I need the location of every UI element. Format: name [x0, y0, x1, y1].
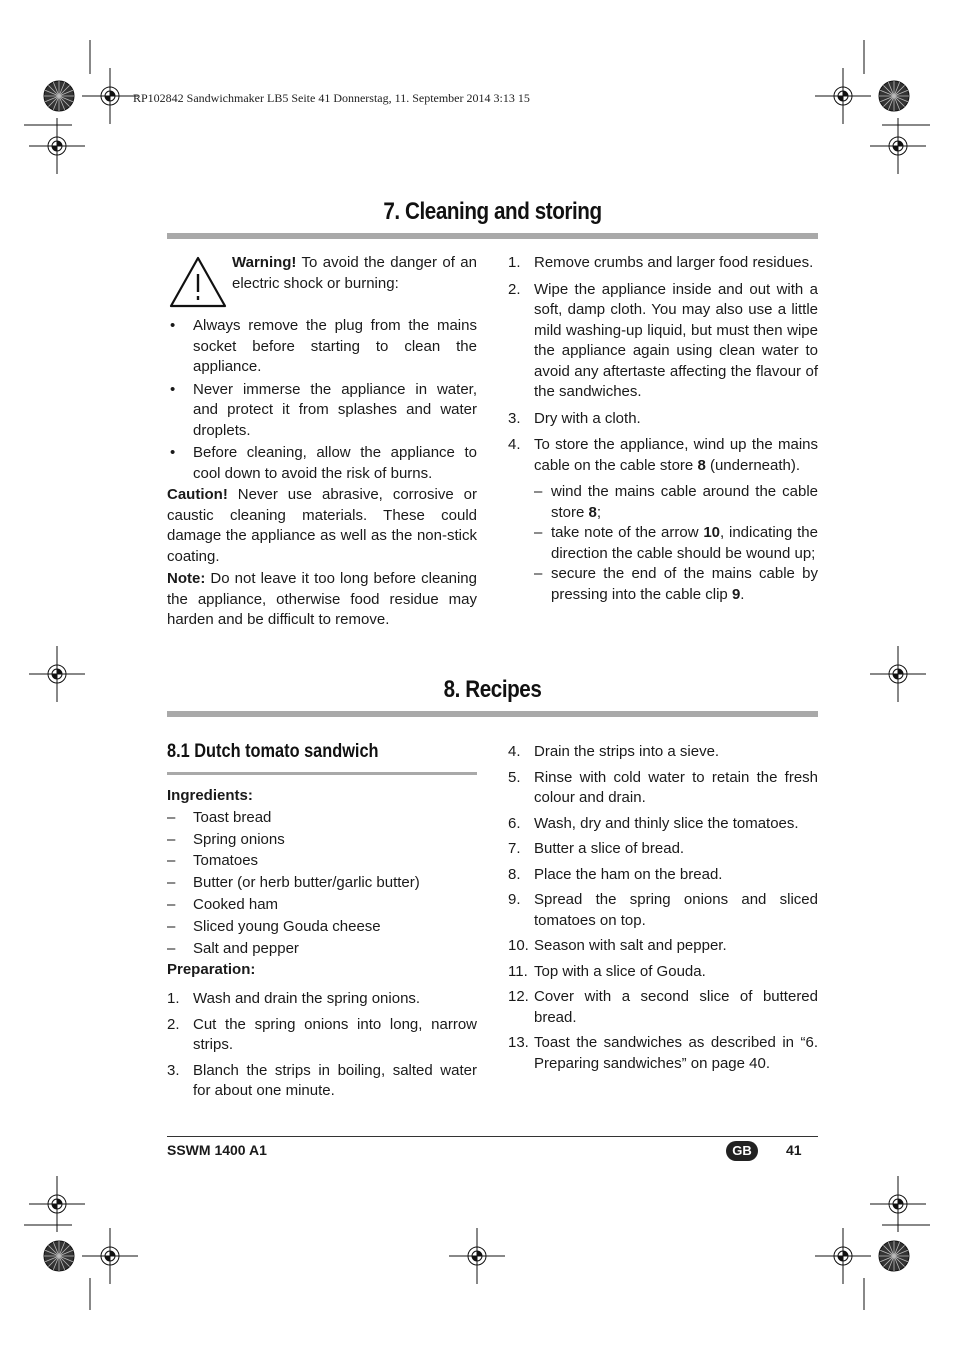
subsection-title: 8.1 Dutch tomato sandwich: [167, 741, 379, 762]
sub-list-item: – secure the end of the mains cable by pressing into the cable clip 9.: [534, 565, 818, 603]
warning-text: To avoid the danger of an electric shock or burning:: [232, 254, 477, 292]
warning-icon: [168, 255, 228, 309]
section-rule: [167, 711, 818, 717]
section-title-recipes: 8. Recipes: [443, 676, 542, 703]
list-item: 2. Wipe the appliance inside and out with a soft, damp cloth. You may also use a little mild washing-up liquid, but must then wipe the appliance again using clean water to avoid any aftertaste affecting the flavour of the sandwiches.: [508, 280, 818, 400]
ingredients-label: Ingredients:: [167, 787, 253, 804]
list-item: 7. Butter a slice of bread.: [508, 840, 685, 857]
caution-paragraph: Caution! Never use abrasive, corrosive or caustic cleaning materials. These could damage the appliance as well as the non-stick coating.: [167, 486, 477, 565]
list-item: • Always remove the plug from the mains socket before starting to clean the appliance.: [170, 317, 477, 375]
section-title-cleaning: 7. Cleaning and storing: [383, 198, 602, 225]
list-item: – Salt and pepper: [167, 939, 299, 957]
list-item: 8. Place the ham on the bread.: [508, 865, 723, 883]
list-item: – Cooked ham: [167, 895, 279, 913]
recipe-steps-right: [508, 742, 818, 1074]
language-badge: GB: [726, 1141, 758, 1161]
list-item: 4. Drain the strips into a sieve.: [508, 743, 720, 760]
preparation-label: Preparation:: [167, 961, 256, 979]
recipe-left-column: [167, 785, 477, 981]
list-item: 6. Wash, dry and thinly slice the tomatoes.: [508, 814, 799, 832]
list-item: • Before cleaning, allow the appliance to cool down to avoid the risk of burns.: [170, 444, 477, 482]
list-item: 11. Top with a slice of Gouda.: [508, 962, 706, 980]
list-item: 3. Dry with a cloth.: [508, 409, 641, 427]
footer-rule: [167, 1136, 818, 1137]
sub-list-item: – take note of the arrow 10, indicating the direction the cable should be wound up;: [534, 524, 818, 562]
list-item: 1. Remove crumbs and larger food residues.: [508, 254, 814, 271]
list-item: – Spring onions: [167, 830, 285, 848]
sub-list-item: – wind the mains cable around the cable store 8;: [534, 483, 818, 521]
list-item: 9. Spread the spring onions and sliced tomatoes on top.: [508, 891, 818, 929]
warning-block: [232, 253, 477, 294]
list-item: 1. Wash and drain the spring onions.: [167, 990, 421, 1007]
footer-model: SSWM 1400 A1: [167, 1142, 267, 1158]
list-item: – Tomatoes: [167, 852, 259, 870]
list-item: 3. Blanch the strips in boiling, salted water for about one minute.: [167, 1061, 477, 1099]
list-item: – Toast bread: [167, 808, 272, 826]
list-item: 4. To store the appliance, wind up the mains cable on the cable store 8 (underneath).: [508, 436, 818, 474]
list-item: – Sliced young Gouda cheese: [167, 917, 381, 935]
list-item: • Never immerse the appliance in water, and protect it from splashes and water droplets.: [170, 380, 477, 439]
warning-label: Warning!: [232, 254, 297, 271]
recipe-steps-left: [167, 989, 477, 1102]
note-paragraph: Note: Do not leave it too long before cleaning the appliance, otherwise food residue may harden and be difficult to remove.: [167, 570, 477, 628]
list-item: 10. Season with salt and pepper.: [508, 937, 727, 954]
page-number: 41: [786, 1142, 802, 1158]
subsection-rule: [167, 772, 477, 775]
cleaning-steps: [508, 253, 818, 605]
list-item: 13. Toast the sandwiches as described in “6. Preparing sandwiches” on page 40.: [508, 1034, 818, 1072]
print-header: RP102842 Sandwichmaker LB5 Seite 41 Donnerstag, 11. September 2014 3:13 15: [133, 91, 530, 105]
list-item: 5. Rinse with cold water to retain the fresh colour and drain.: [508, 768, 818, 806]
cleaning-left-column: [167, 316, 477, 631]
list-item: 2. Cut the spring onions into long, narrow strips.: [167, 1015, 477, 1053]
list-item: 12. Cover with a second slice of buttered bread.: [508, 988, 818, 1026]
list-item: – Butter (or herb butter/garlic butter): [167, 874, 420, 892]
section-rule: [167, 233, 818, 239]
